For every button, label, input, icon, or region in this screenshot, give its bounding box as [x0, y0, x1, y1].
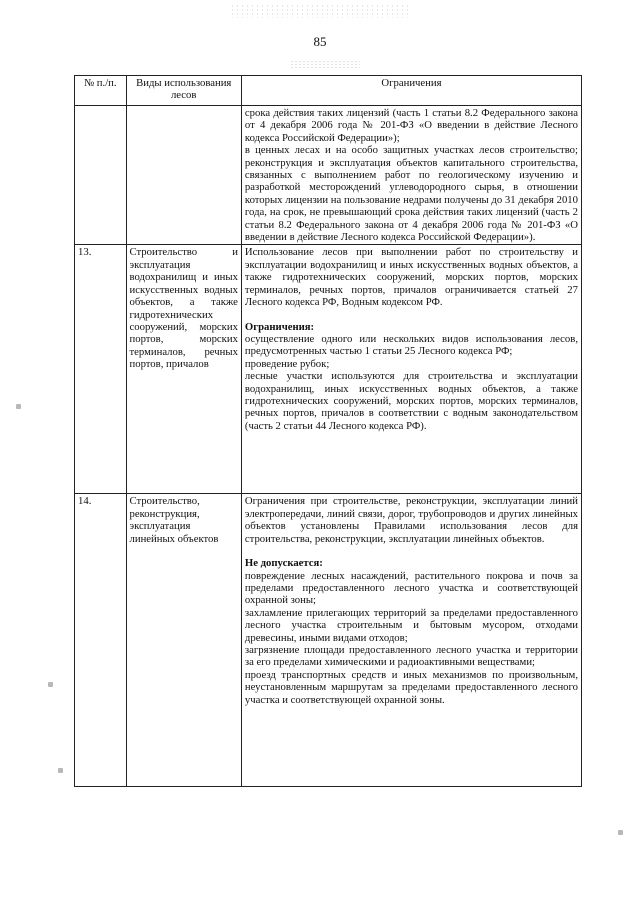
restriction-intro: Использование лесов при выполнении работ по строительству и эксплуатации водохранилищ и иных искусственных водных объектов, а также гидротехнических сооружений, морских портов, морских терминалов, речных портов, причалов ограничивается статьей 27 Лесного кодекса РФ, Водным кодексом РФ. [244, 246, 578, 309]
row-restrictions-cell [241, 494, 581, 787]
restriction-item: проведение рубок; [244, 357, 330, 370]
restriction-item: загрязнение площади предоставленного лесного участка и территории за его пределами химическими и радиоактивными веществами; [244, 643, 578, 669]
restriction-heading: Не допускается: [244, 557, 323, 570]
restriction-paragraph: срока действия таких лицензий (часть 1 статьи 8.2 Федерального закона от 4 декабря 2006 года № 201-ФЗ «О введении в действие Лесного кодекса Российской Федерации»); [244, 107, 578, 144]
row-no-cell: 13. [75, 245, 127, 494]
row-restrictions-cell [241, 106, 581, 245]
page-number: 85 [313, 34, 327, 49]
restriction-item: повреждение лесных насаждений, растительного покрова и почв за пределами предоставленного лесного участка и соответствующей охранной зоны; [244, 569, 578, 607]
scan-mark [618, 830, 623, 835]
header-restrictions: Ограничения [241, 76, 581, 106]
restriction-item: лесные участки используются для строительства и эксплуатации водохранилищ, иных искусственных водных объектов, а также гидротехнических сооружений, морских портов, морских терминалов, речных портов, причалов в соответствии с водным законодательством (часть 2 статьи 44 Лесного кодекса РФ). [244, 370, 578, 432]
row-no-cell: 14. [75, 494, 127, 787]
table-header-row [75, 76, 582, 106]
restriction-paragraph: в ценных лесах и на особо защитных участках лесов строительство; реконструкция и эксплуатация объектов капитального строительства, связанных с выполнением работ по геологическому изучению и разработкой месторождений углеводородного сырья, в отношении которых лицензии на пользование недрами получены до 31 декабря 2010 года, на срок, не превышающий срока действия таких лицензий (часть 2 статьи 8.2 Федерального закона от 4 декабря 2006 года № 201-ФЗ «О введении в действие Лесного кодекса Российской Федерации»). [244, 144, 578, 244]
row-kind-cell: Строительство и эксплуатация водохранилищ и иных искусственных водных объектов, а также гидротехнических сооружений, морских портов, морских терминалов, речных портов, причалов [126, 245, 241, 494]
row-kind-cell [126, 106, 241, 245]
table-row-14 [75, 494, 582, 787]
restriction-intro: Ограничения при строительстве, реконструкции, эксплуатации линий электропередачи, линий связи, дорог, трубопроводов и других линейных объектов установлены Правилами использования лесов для строительства, реконструкции, эксплуатации линейных объектов. [244, 495, 578, 545]
scan-noise-header [290, 60, 360, 70]
restriction-heading: Ограничения: [244, 320, 315, 333]
scan-mark [58, 768, 63, 773]
restriction-item: проезд транспортных средств и иных механизмов по произвольным, неустановленным маршрутам за пределами предоставленного лесного участка и соответствующей охранной зоны. [244, 668, 578, 706]
restriction-item: осуществление одного или нескольких видов использования лесов, предусмотренных частью 1 статьи 25 Лесного кодекса РФ; [244, 332, 578, 358]
table-row-13 [75, 245, 582, 494]
row-kind-cell: Строительство, реконструкция, эксплуатация линейных объектов [126, 494, 241, 787]
header-no: № п./п. [75, 76, 127, 106]
scan-mark [16, 404, 21, 409]
scan-mark [48, 682, 53, 687]
table-row-continuation [75, 106, 582, 245]
row-restrictions-cell [241, 245, 581, 494]
restriction-item: захламление прилегающих территорий за пределами предоставленного лесного участка строительным и бытовым мусором, отходами древесины, иными видами отходов; [244, 606, 578, 644]
scan-noise-top [230, 4, 410, 18]
header-kind: Виды использования лесов [126, 76, 241, 106]
row-no-cell [75, 106, 127, 245]
restrictions-table [74, 75, 582, 787]
